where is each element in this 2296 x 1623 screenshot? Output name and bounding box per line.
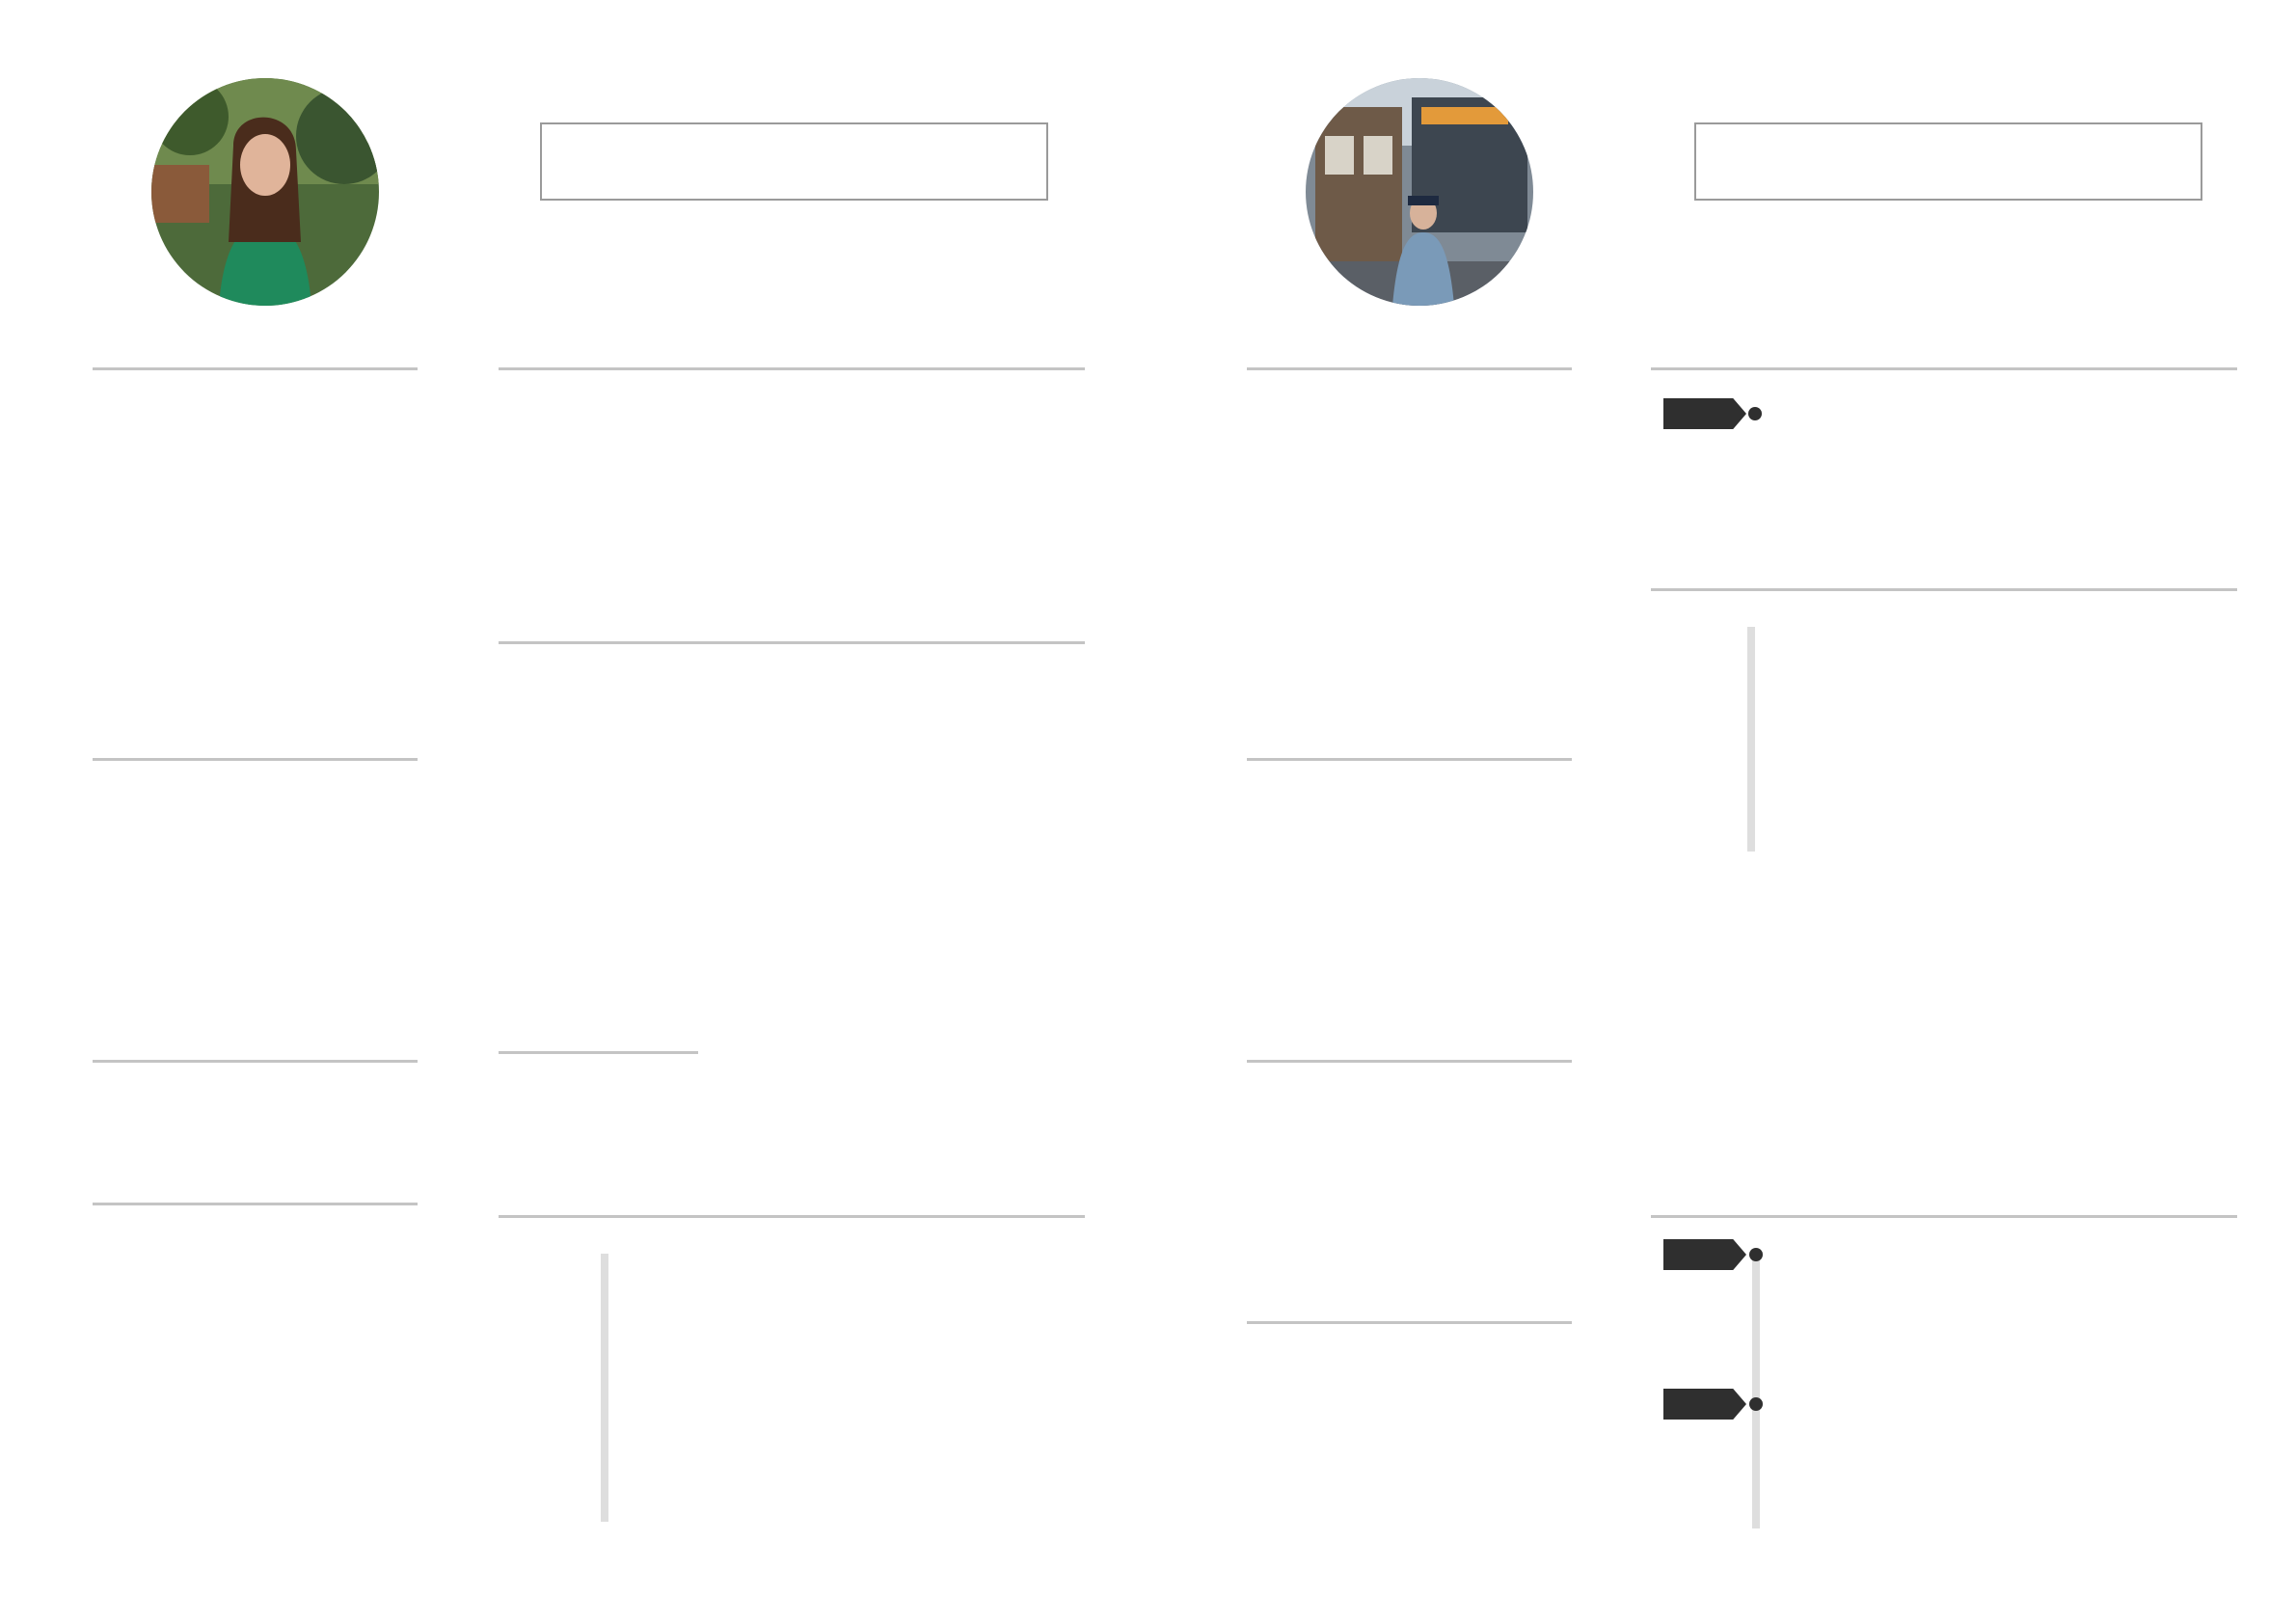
estudios-timeline bbox=[601, 1254, 608, 1522]
datos-rule bbox=[1247, 758, 1572, 761]
name-box bbox=[1694, 122, 2202, 201]
estudios-year-tag bbox=[1663, 1389, 1746, 1420]
recon-timeline bbox=[1747, 627, 1755, 852]
name-box bbox=[540, 122, 1048, 201]
timeline-dot bbox=[1749, 1248, 1763, 1261]
estudios-year-tag bbox=[1663, 1239, 1746, 1270]
exp-year-tag bbox=[1663, 398, 1746, 429]
voluntariado-rule bbox=[499, 1051, 698, 1054]
estudios-rule bbox=[499, 1215, 1085, 1218]
software-rule bbox=[93, 1203, 418, 1205]
datos-rule bbox=[93, 758, 418, 761]
profile-photo-santiago bbox=[1306, 78, 1533, 306]
profile-photo-lucia bbox=[151, 78, 379, 306]
estudios-rule bbox=[1651, 1215, 2237, 1218]
perfil-rule bbox=[93, 367, 418, 370]
reconocimientos-rule bbox=[499, 641, 1085, 644]
experiencia-rule bbox=[499, 367, 1085, 370]
actividades-rule bbox=[1247, 1321, 1572, 1324]
experiencia-rule bbox=[1651, 367, 2237, 370]
estudios-timeline bbox=[1752, 1254, 1760, 1528]
timeline-dot bbox=[1748, 407, 1762, 420]
contacto-rule bbox=[1247, 1060, 1572, 1063]
perfil-rule bbox=[1247, 367, 1572, 370]
reconocimientos-rule bbox=[1651, 588, 2237, 591]
contacto-rule bbox=[93, 1060, 418, 1063]
timeline-dot bbox=[1749, 1397, 1763, 1411]
